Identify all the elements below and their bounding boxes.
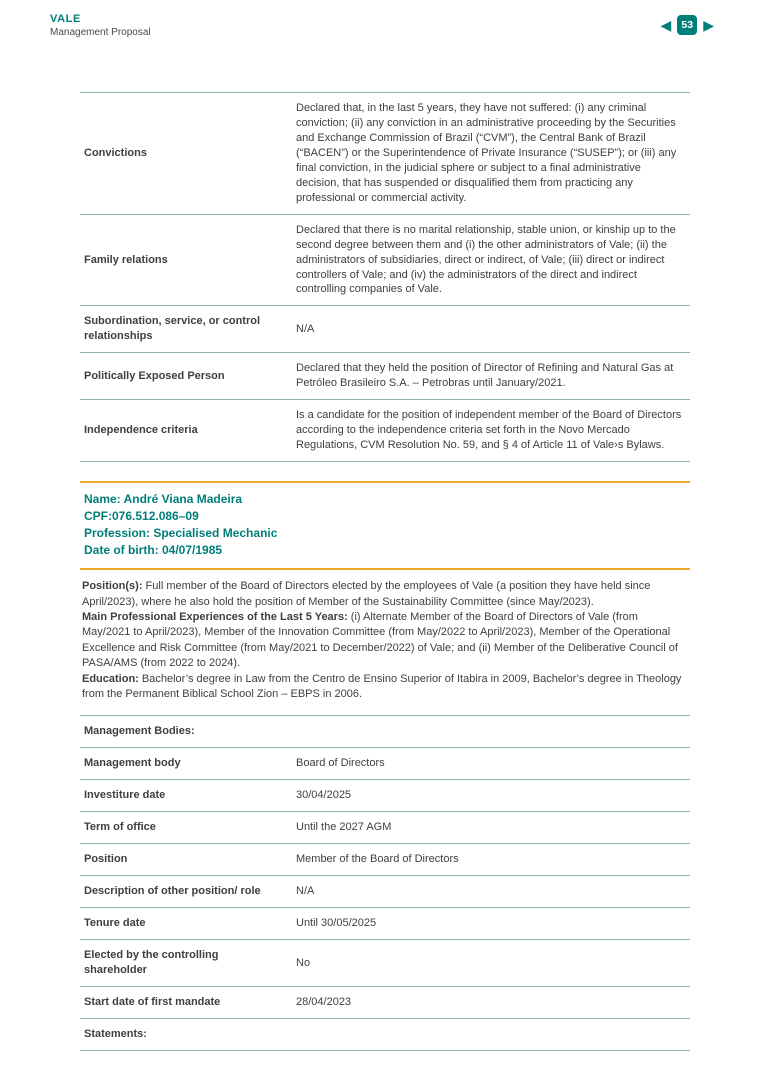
- row-label: Subordination, service, or control relationships: [84, 315, 261, 343]
- brand-name: VALE: [50, 13, 81, 25]
- biography-section: [80, 579, 690, 702]
- statements-table: [80, 92, 690, 462]
- table-row-family-relations: [80, 214, 690, 306]
- table-row-investiture-date: [80, 779, 690, 811]
- row-value: Until the 2027 AGM: [296, 821, 392, 834]
- row-value: Declared that, in the last 5 years, they have not suffered: (i) any criminal conviction; (ii) any conviction in an administrative proceeding by the Securities and Exchange Commission of Brazil (“CVM”), the Central Bank of Brazil (“BACEN”) or the Superintendence of Private Insurance (“SUSEP”); or (iii) any final conviction, in the judicial sphere or subject to a final administrative decision, that has suspended or disqualified them from practicing any professional or commercial activity.: [296, 102, 677, 204]
- page-header: [0, 0, 766, 38]
- row-value: 30/04/2025: [296, 789, 352, 802]
- table-section-footer: [80, 1018, 690, 1050]
- row-label: Elected by the controlling shareholder: [84, 949, 219, 976]
- table-row-other-position: [80, 875, 690, 907]
- education-text: Bachelor’s degree in Law from the Centro de Ensino Superior of Itabira in 2009, Bachelor’s degree in Theology from the Permanent Biblical School Zion – EBPS in 2006.: [82, 672, 682, 700]
- positions-paragraph: [82, 579, 688, 610]
- experience-text: (i) Alternate Member of the Board of Directors of Vale (from May/2021 to April/2023), Member of the Innovation Committee (from May/2022 to April/2023), Member of the Operational Excellence and Risk Committee (from May/2021 to December/2022) of Vale; and (ii) Member of the Deliberative Council of PASA/AMS (from 2022 to 2024).: [82, 610, 678, 670]
- table-row-tenure-date: [80, 907, 690, 939]
- experience-label: Main Professional Experiences of the Last 5 Years:: [82, 610, 348, 623]
- table-row-position: [80, 843, 690, 875]
- row-label: Description of other position/ role: [84, 885, 261, 898]
- row-value: 28/04/2023: [296, 995, 352, 1008]
- positions-label: Position(s):: [82, 580, 143, 593]
- profile-profession: Profession: Specialised Mechanic: [84, 526, 278, 541]
- table-row-elected-by-controlling-shareholder: [80, 939, 690, 986]
- row-value: Is a candidate for the position of independent member of the Board of Directors according to the independence criteria set forth in the Novo Mercado Regulations, CVM Resolution No. 59, and § 4 of Article 11 of Vale›s Bylaws.: [296, 409, 682, 452]
- row-value: Until 30/05/2025: [296, 917, 377, 930]
- management-bodies-table: [80, 715, 690, 1050]
- row-value: Declared that there is no marital relationship, stable union, or kinship up to the second degree between them and (i) the other administrators of Vale; (ii) the administrators of subsidiaries, direct or indirect, of Vale; (iii) direct or indirect controllers of Vale; and (iv) the administrators of the direct and indirect controlling companies of Vale.: [296, 223, 676, 296]
- experience-paragraph: [82, 610, 688, 672]
- row-value: Board of Directors: [296, 757, 385, 770]
- row-value: Declared that they held the position of Director of Refining and Natural Gas at Petróleo Brasileiro S.A. – Petrobras until January/2021.: [296, 362, 674, 390]
- prev-page-icon[interactable]: ◀: [660, 17, 672, 33]
- education-paragraph: [82, 672, 688, 703]
- table-row-management-body: [80, 747, 690, 779]
- content-column: [80, 92, 690, 1051]
- positions-text: Full member of the Board of Directors elected by the employees of Vale (a position they have held since April/2023), where he also hold the position of Member of the Sustainability Committee (since May/2023).: [82, 580, 651, 608]
- education-label: Education:: [82, 672, 139, 685]
- table-row-independence-criteria: [80, 399, 690, 461]
- row-label: Start date of first mandate: [84, 995, 221, 1008]
- row-label: Convictions: [84, 146, 147, 159]
- table-row-subordination: [80, 305, 690, 352]
- candidate-profile-banner: [80, 481, 690, 570]
- row-value: Member of the Board of Directors: [296, 853, 459, 866]
- page-navigation: [660, 15, 714, 35]
- table-section-header: [80, 715, 690, 747]
- row-label: Politically Exposed Person: [84, 369, 225, 382]
- row-label: Term of office: [84, 821, 156, 834]
- profile-cpf: CPF:076.512.086–09: [84, 509, 199, 524]
- next-page-icon[interactable]: ▶: [703, 17, 714, 33]
- brand-block: [50, 13, 151, 38]
- table-row-term-of-office: [80, 811, 690, 843]
- row-value: No: [296, 956, 311, 969]
- row-value: N/A: [296, 322, 315, 335]
- row-label: Management body: [84, 757, 181, 770]
- row-value: N/A: [296, 885, 315, 898]
- table-row-convictions: [80, 92, 690, 214]
- row-label: Tenure date: [84, 917, 146, 930]
- table-row-first-mandate: [80, 986, 690, 1018]
- profile-name: Name: André Viana Madeira: [84, 492, 243, 507]
- table-row-politically-exposed: [80, 352, 690, 399]
- section-header-label: Management Bodies:: [84, 725, 195, 738]
- row-label: Position: [84, 853, 128, 866]
- page-number-badge: 53: [677, 15, 697, 35]
- document-title: Management Proposal: [50, 27, 151, 38]
- row-label: Independence criteria: [84, 424, 198, 437]
- profile-date-of-birth: Date of birth: 04/07/1985: [84, 543, 223, 558]
- row-label: Investiture date: [84, 789, 166, 802]
- section-footer-label: Statements:: [84, 1027, 147, 1040]
- row-label: Family relations: [84, 253, 168, 266]
